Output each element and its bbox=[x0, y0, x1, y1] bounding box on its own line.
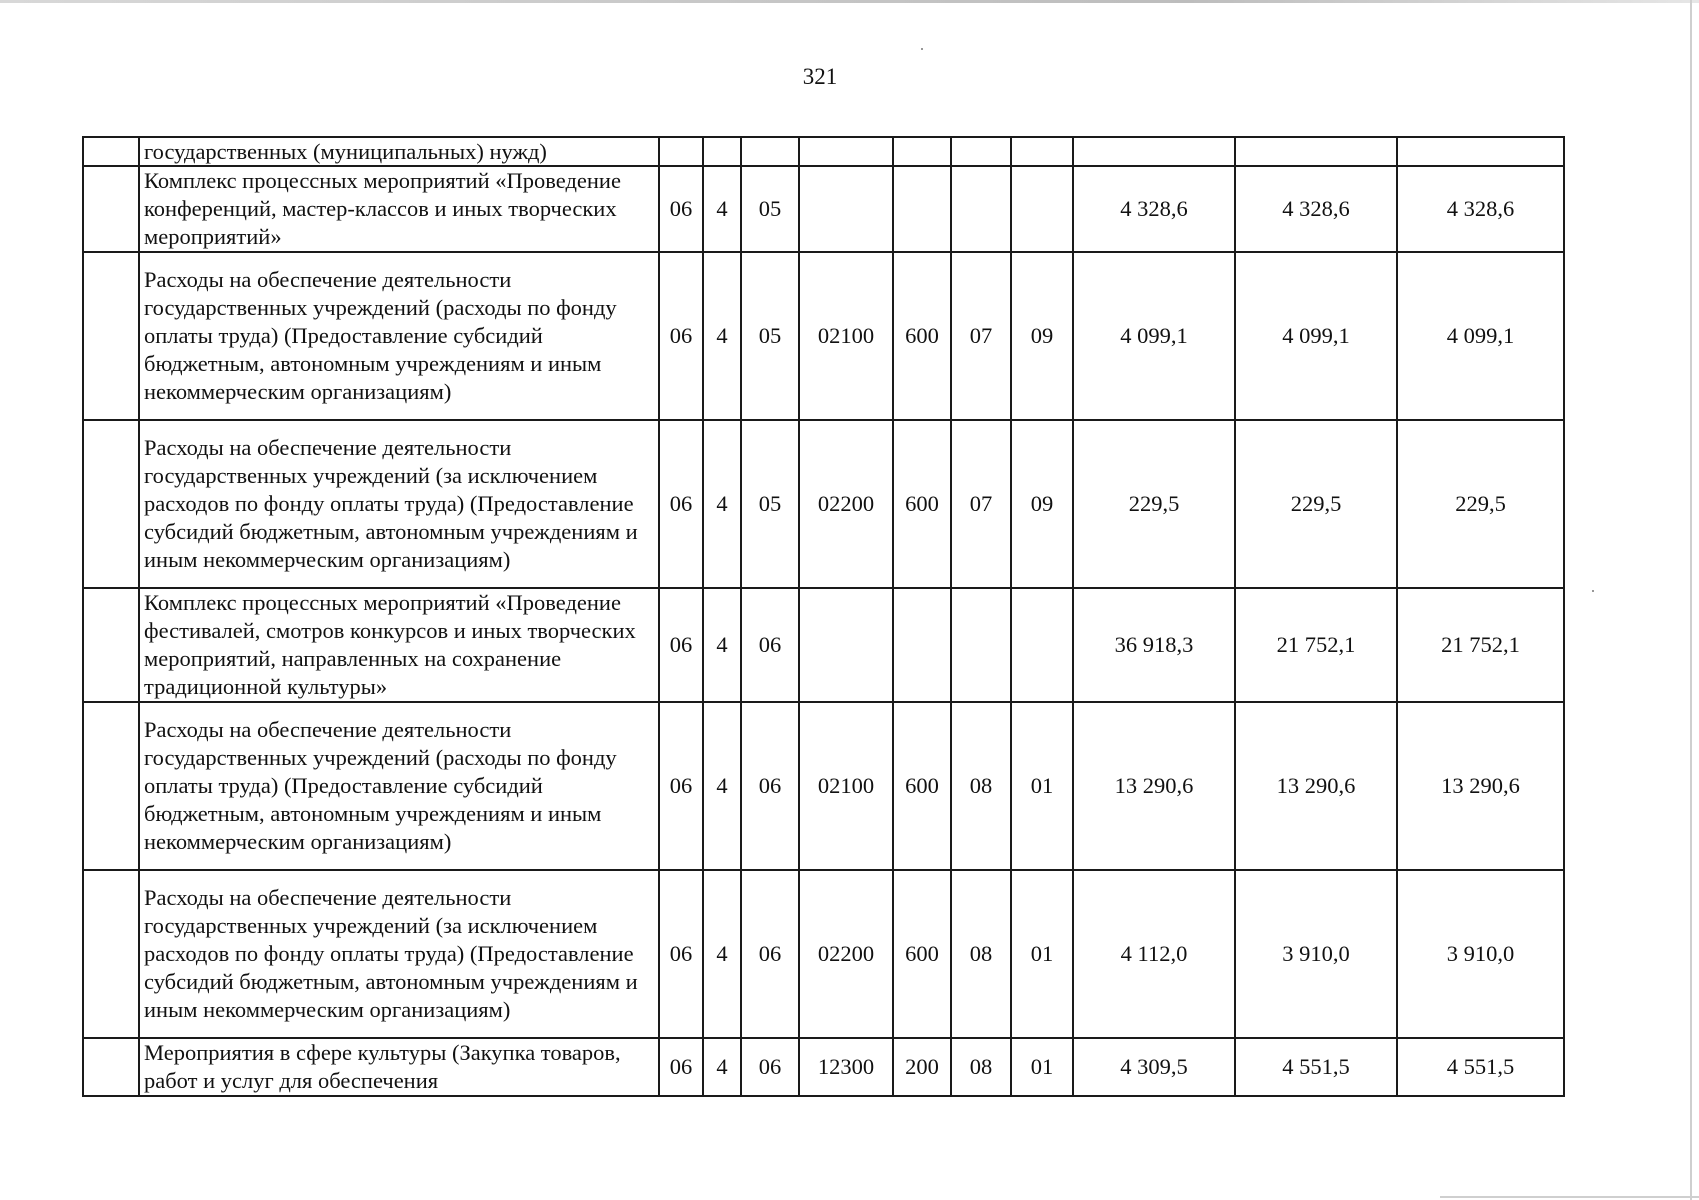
code-cell-subdivision bbox=[1011, 137, 1073, 166]
amount-cell-year2: 229,5 bbox=[1235, 420, 1397, 588]
code-cell-direction: 02200 bbox=[799, 420, 893, 588]
code-cell-complex: 05 bbox=[741, 420, 799, 588]
code-cell-complex: 06 bbox=[741, 870, 799, 1038]
table-row bbox=[83, 252, 1564, 420]
amount-cell-year1: 36 918,3 bbox=[1073, 588, 1235, 702]
code-cell-direction: 02100 bbox=[799, 252, 893, 420]
code-cell-section: 06 bbox=[659, 252, 703, 420]
amount-cell-year1: 13 290,6 bbox=[1073, 702, 1235, 870]
code-cell-division: 08 bbox=[951, 870, 1011, 1038]
code-cell-subdivision: 01 bbox=[1011, 1038, 1073, 1096]
scan-top-edge bbox=[0, 0, 1699, 3]
code-cell-program-type: 4 bbox=[703, 420, 741, 588]
amount-cell-year1 bbox=[1073, 137, 1235, 166]
amount-cell-year2: 3 910,0 bbox=[1235, 870, 1397, 1038]
amount-cell-year1: 4 112,0 bbox=[1073, 870, 1235, 1038]
amount-cell-year3: 21 752,1 bbox=[1397, 588, 1564, 702]
page-number: 321 bbox=[802, 64, 838, 89]
row-index-cell bbox=[83, 166, 139, 252]
amount-cell-year2 bbox=[1235, 137, 1397, 166]
code-cell-program-type: 4 bbox=[703, 166, 741, 252]
amount-cell-year2: 4 551,5 bbox=[1235, 1038, 1397, 1096]
code-cell-division: 08 bbox=[951, 1038, 1011, 1096]
amount-cell-year3: 4 328,6 bbox=[1397, 166, 1564, 252]
amount-cell-year2: 4 099,1 bbox=[1235, 252, 1397, 420]
description-cell: Расходы на обеспечение деятельности государственных учреждений (за исключением расходов по фонду оплаты труда) (Предоставление субсидий бюджетным, автономным учреждениям и иным некоммерческим организациям) bbox=[139, 870, 659, 1038]
code-cell-subdivision: 09 bbox=[1011, 420, 1073, 588]
code-cell-direction bbox=[799, 166, 893, 252]
row-index-cell bbox=[83, 252, 139, 420]
row-index-cell bbox=[83, 420, 139, 588]
amount-cell-year2: 21 752,1 bbox=[1235, 588, 1397, 702]
code-cell-section bbox=[659, 137, 703, 166]
code-cell-subdivision bbox=[1011, 166, 1073, 252]
amount-cell-year3 bbox=[1397, 137, 1564, 166]
table-row bbox=[83, 137, 1564, 166]
table-row bbox=[83, 870, 1564, 1038]
code-cell-division: 07 bbox=[951, 420, 1011, 588]
description-cell: Расходы на обеспечение деятельности государственных учреждений (расходы по фонду оплаты труда) (Предоставление субсидий бюджетным, автономным учреждениям и иным некоммерческим организациям) bbox=[139, 252, 659, 420]
description-cell: Расходы на обеспечение деятельности государственных учреждений (расходы по фонду оплаты труда) (Предоставление субсидий бюджетным, автономным учреждениям и иным некоммерческим организациям) bbox=[139, 702, 659, 870]
scan-right-edge bbox=[1690, 0, 1692, 1200]
table-row bbox=[83, 702, 1564, 870]
code-cell-direction: 02200 bbox=[799, 870, 893, 1038]
code-cell-expense-type: 600 bbox=[893, 702, 951, 870]
code-cell-complex bbox=[741, 137, 799, 166]
code-cell-expense-type: 600 bbox=[893, 420, 951, 588]
amount-cell-year2: 13 290,6 bbox=[1235, 702, 1397, 870]
table-row bbox=[83, 1038, 1564, 1096]
code-cell-program-type: 4 bbox=[703, 870, 741, 1038]
code-cell-direction: 12300 bbox=[799, 1038, 893, 1096]
code-cell-subdivision bbox=[1011, 588, 1073, 702]
amount-cell-year1: 4 099,1 bbox=[1073, 252, 1235, 420]
amount-cell-year2: 4 328,6 bbox=[1235, 166, 1397, 252]
code-cell-division bbox=[951, 137, 1011, 166]
code-cell-division: 07 bbox=[951, 252, 1011, 420]
code-cell-division bbox=[951, 588, 1011, 702]
row-index-cell bbox=[83, 702, 139, 870]
row-index-cell bbox=[83, 588, 139, 702]
scan-bottom-edge bbox=[1440, 1196, 1699, 1198]
code-cell-section: 06 bbox=[659, 588, 703, 702]
code-cell-direction bbox=[799, 588, 893, 702]
code-cell-division bbox=[951, 166, 1011, 252]
code-cell-direction bbox=[799, 137, 893, 166]
code-cell-subdivision: 01 bbox=[1011, 870, 1073, 1038]
table-row bbox=[83, 166, 1564, 252]
code-cell-direction: 02100 bbox=[799, 702, 893, 870]
code-cell-expense-type bbox=[893, 137, 951, 166]
code-cell-program-type: 4 bbox=[703, 702, 741, 870]
row-index-cell bbox=[83, 1038, 139, 1096]
budget-table bbox=[82, 136, 1565, 1097]
amount-cell-year3: 4 099,1 bbox=[1397, 252, 1564, 420]
code-cell-section: 06 bbox=[659, 702, 703, 870]
amount-cell-year3: 4 551,5 bbox=[1397, 1038, 1564, 1096]
code-cell-section: 06 bbox=[659, 166, 703, 252]
code-cell-expense-type: 200 bbox=[893, 1038, 951, 1096]
code-cell-division: 08 bbox=[951, 702, 1011, 870]
code-cell-section: 06 bbox=[659, 1038, 703, 1096]
description-cell: Мероприятия в сфере культуры (Закупка товаров, работ и услуг для обеспечения bbox=[139, 1038, 659, 1096]
code-cell-program-type: 4 bbox=[703, 252, 741, 420]
table-row bbox=[83, 588, 1564, 702]
description-cell: Расходы на обеспечение деятельности государственных учреждений (за исключением расходов по фонду оплаты труда) (Предоставление субсидий бюджетным, автономным учреждениям и иным некоммерческим организациям) bbox=[139, 420, 659, 588]
code-cell-subdivision: 01 bbox=[1011, 702, 1073, 870]
code-cell-program-type: 4 bbox=[703, 588, 741, 702]
code-cell-section: 06 bbox=[659, 870, 703, 1038]
amount-cell-year1: 229,5 bbox=[1073, 420, 1235, 588]
amount-cell-year3: 3 910,0 bbox=[1397, 870, 1564, 1038]
code-cell-expense-type bbox=[893, 166, 951, 252]
code-cell-expense-type: 600 bbox=[893, 870, 951, 1038]
code-cell-complex: 06 bbox=[741, 1038, 799, 1096]
code-cell-section: 06 bbox=[659, 420, 703, 588]
code-cell-complex: 06 bbox=[741, 588, 799, 702]
description-cell: государственных (муниципальных) нужд) bbox=[139, 137, 659, 166]
row-index-cell bbox=[83, 137, 139, 166]
code-cell-program-type bbox=[703, 137, 741, 166]
code-cell-complex: 05 bbox=[741, 252, 799, 420]
code-cell-complex: 05 bbox=[741, 166, 799, 252]
code-cell-complex: 06 bbox=[741, 702, 799, 870]
code-cell-expense-type bbox=[893, 588, 951, 702]
row-index-cell bbox=[83, 870, 139, 1038]
table-row bbox=[83, 420, 1564, 588]
code-cell-program-type: 4 bbox=[703, 1038, 741, 1096]
amount-cell-year1: 4 309,5 bbox=[1073, 1038, 1235, 1096]
amount-cell-year3: 229,5 bbox=[1397, 420, 1564, 588]
scan-speck bbox=[1592, 590, 1594, 592]
code-cell-expense-type: 600 bbox=[893, 252, 951, 420]
description-cell: Комплекс процессных мероприятий «Проведение конференций, мастер-классов и иных творческих мероприятий» bbox=[139, 166, 659, 252]
amount-cell-year1: 4 328,6 bbox=[1073, 166, 1235, 252]
amount-cell-year3: 13 290,6 bbox=[1397, 702, 1564, 870]
code-cell-subdivision: 09 bbox=[1011, 252, 1073, 420]
scan-speck bbox=[921, 48, 923, 50]
description-cell: Комплекс процессных мероприятий «Проведение фестивалей, смотров конкурсов и иных творческих мероприятий, направленных на сохранение традиционной культуры» bbox=[139, 588, 659, 702]
